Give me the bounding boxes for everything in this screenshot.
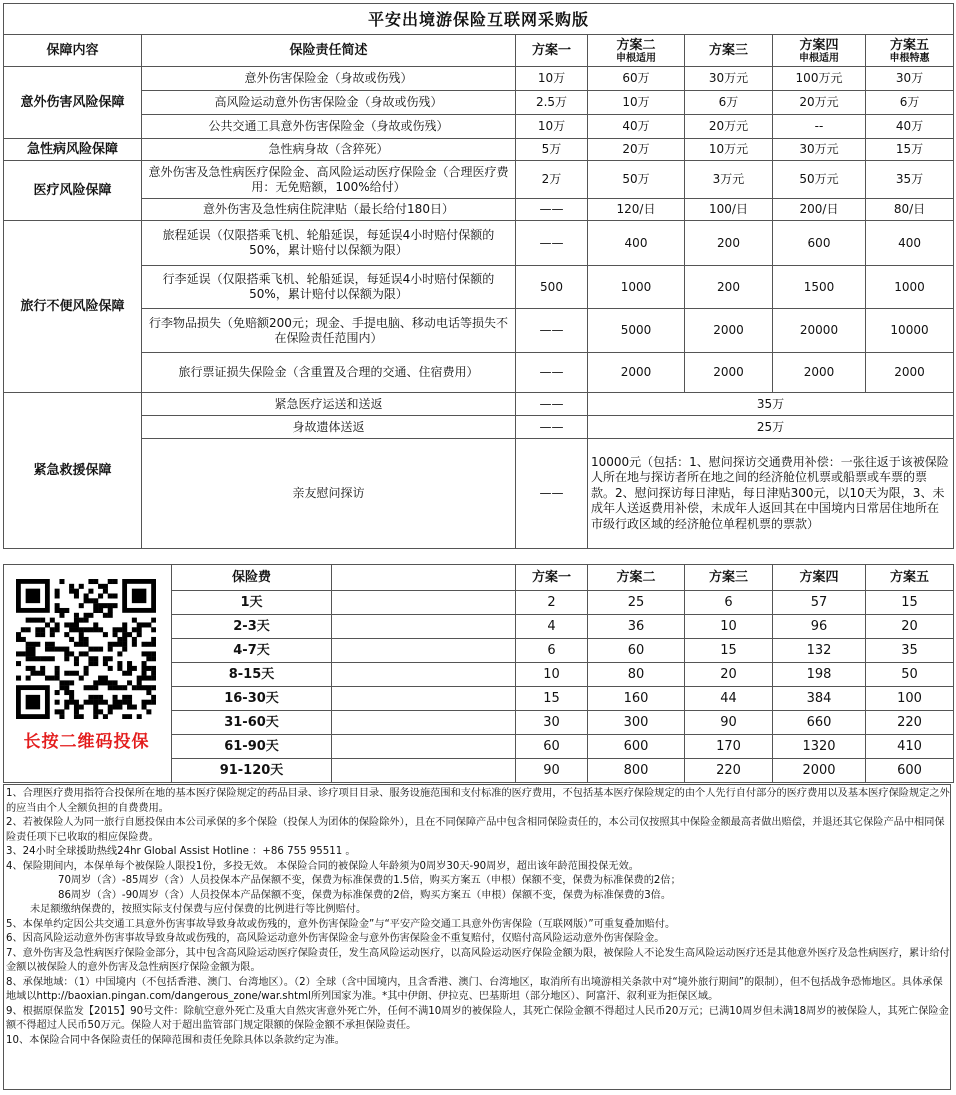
premium-value: 384	[773, 687, 866, 711]
cell-value: 1000	[866, 266, 954, 309]
premium-value: 660	[773, 711, 866, 735]
cell-value: 2万	[516, 161, 588, 199]
category-accident: 意外伤害风险保障	[4, 67, 142, 139]
cell-value: 30万	[866, 67, 954, 91]
cell-value: 60万	[588, 67, 685, 91]
table-row	[4, 266, 954, 309]
premium-value: 2	[516, 591, 588, 615]
table-row	[4, 416, 954, 439]
premium-plan-header: 方案三	[685, 565, 773, 591]
header-plan-1: 方案一	[516, 35, 588, 67]
premium-value: 800	[588, 759, 685, 783]
notes-section	[3, 784, 951, 1090]
cell-value: 6万	[866, 91, 954, 115]
cell-value: ——	[516, 199, 588, 221]
cell-value: 2000	[685, 309, 773, 353]
premium-value: 10	[685, 615, 773, 639]
note-item: 5、本保单约定因公共交通工具意外伤害事故导致身故或伤残的，意外伤害保险金”与“平安产险交通工具意外伤害保险（互联网版）”可重复叠加赔付。	[6, 918, 676, 930]
note-item: 未足额缴纳保费的，按照实际支付保费与应付保费的比例进行等比例赔付。	[30, 904, 367, 915]
premium-value: 44	[685, 687, 773, 711]
row-desc: 意外伤害及急性病医疗保险金、高风险运动医疗保险金（合理医疗费用：无免赔额，100%给付）	[142, 161, 516, 199]
cell-value: --	[773, 115, 866, 139]
premium-period: 2-3天	[172, 615, 332, 639]
table-row	[4, 139, 954, 161]
cell-value: 500	[516, 266, 588, 309]
row-desc: 急性病身故（含猝死）	[142, 139, 516, 161]
cell-value: 6万	[685, 91, 773, 115]
premium-value: 220	[866, 711, 954, 735]
premium-value: 100	[866, 687, 954, 711]
premium-period: 61-90天	[172, 735, 332, 759]
cell-value: 10万	[516, 67, 588, 91]
cell-value: ——	[516, 416, 588, 439]
cell-value: 10万	[588, 91, 685, 115]
premium-period: 31-60天	[172, 711, 332, 735]
row-desc: 紧急医疗运送和送返	[142, 393, 516, 416]
cell-value: 2.5万	[516, 91, 588, 115]
premium-header: 保险费	[172, 565, 332, 591]
premium-value: 2000	[773, 759, 866, 783]
table-row	[4, 161, 954, 199]
premium-value: 15	[685, 639, 773, 663]
header-coverage: 保障内容	[4, 35, 142, 67]
cell-value: 10万元	[685, 139, 773, 161]
cell-value: 400	[866, 221, 954, 266]
premium-value: 57	[773, 591, 866, 615]
table-row	[4, 91, 954, 115]
cell-value: 20万元	[685, 115, 773, 139]
row-desc: 公共交通工具意外伤害保险金（身故或伤残）	[142, 115, 516, 139]
note-item: 70周岁（含）-85周岁（含）人员投保本产品保额不变，保费为标准保费的1.5倍，购买方案五（申根）保额不变，保费为标准保费的2倍；	[58, 875, 681, 886]
cell-value: 200	[685, 221, 773, 266]
cell-value: 20万	[588, 139, 685, 161]
category-illness: 急性病风险保障	[4, 139, 142, 161]
cell-value: 5万	[516, 139, 588, 161]
premium-value: 96	[773, 615, 866, 639]
category-travel: 旅行不便风险保障	[4, 221, 142, 393]
table-row	[4, 221, 954, 266]
premium-plan-header: 方案二	[588, 565, 685, 591]
cell-value: ——	[516, 393, 588, 416]
premium-value: 60	[588, 639, 685, 663]
premium-period: 4-7天	[172, 639, 332, 663]
row-desc: 旅行票证损失保险金（含重置及合理的交通、住宿费用）	[142, 353, 516, 393]
cell-value: 100万元	[773, 67, 866, 91]
coverage-table	[3, 3, 954, 549]
header-plan-5: 方案五 申根特惠	[866, 35, 954, 67]
cell-value: 40万	[866, 115, 954, 139]
cell-value: 1000	[588, 266, 685, 309]
premium-value: 10	[516, 663, 588, 687]
cell-value: 10万	[516, 115, 588, 139]
cell-value: 400	[588, 221, 685, 266]
premium-value: 1320	[773, 735, 866, 759]
row-desc: 亲友慰问探访	[142, 439, 516, 549]
cell-value: 35万	[588, 393, 954, 416]
header-plan-2: 方案二 申根适用	[588, 35, 685, 67]
cell-value: 15万	[866, 139, 954, 161]
cell-value: 1500	[773, 266, 866, 309]
premium-value: 410	[866, 735, 954, 759]
premium-period: 8-15天	[172, 663, 332, 687]
note-item: 10、本保险合同中各保险责任的保障范围和责任免除具体以条款约定为准。	[6, 1034, 345, 1046]
table-row	[4, 115, 954, 139]
table-row	[4, 199, 954, 221]
premium-value: 160	[588, 687, 685, 711]
cell-value: 20000	[773, 309, 866, 353]
cell-value: 600	[773, 221, 866, 266]
cell-value: 35万	[866, 161, 954, 199]
cell-value: 120/日	[588, 199, 685, 221]
note-item: 1、合理医疗费用指符合投保所在地的基本医疗保险规定的药品目录、诊疗项目目录、服务设施范围和支付标准的医疗费用，不包括基本医疗保险规定的由个人先行自付部分的医疗费用以及基本医疗保险规定之外的应当由个人全额负担的自费费用。	[6, 788, 950, 814]
premium-value: 20	[685, 663, 773, 687]
cell-value: 100/日	[685, 199, 773, 221]
note-item: 7、意外伤害及急性病医疗保险金部分，其中包含高风险运动医疗保险责任，发生高风险运动医疗，以高风险运动医疗保险金额为限，被保险人不论发生高风险运动医疗还是其他意外医疗及急性病医疗，累计给付金额以被保险人的意外伤害及急性病医疗保险金额为限。	[6, 947, 950, 973]
premium-value: 6	[685, 591, 773, 615]
premium-value: 50	[866, 663, 954, 687]
premium-value: 4	[516, 615, 588, 639]
cell-value: 2000	[685, 353, 773, 393]
note-item: 2、若被保险人为同一旅行自愿投保由本公司承保的多个保险（投保人为团体的保险除外），且在不同保障产品中包含相同保险责任的，本公司仅按照其中保险金额最高者做出赔偿，并退还其它保险产品中相同保险责任项下已收取的相应保险费。	[6, 817, 945, 843]
premium-value: 25	[588, 591, 685, 615]
qr-panel[interactable]	[4, 565, 172, 783]
cell-value: 2000	[866, 353, 954, 393]
premium-table	[3, 564, 954, 783]
premium-plan-header: 方案五	[866, 565, 954, 591]
cell-value: 200	[685, 266, 773, 309]
table-row	[4, 393, 954, 416]
cell-value: 200/日	[773, 199, 866, 221]
table-row	[4, 309, 954, 353]
premium-value: 15	[866, 591, 954, 615]
category-medical: 医疗风险保障	[4, 161, 142, 221]
cell-value: 10000	[866, 309, 954, 353]
header-plan-4: 方案四 申根适用	[773, 35, 866, 67]
qr-caption: 长按二维码投保	[23, 732, 150, 752]
cell-value: 20万元	[773, 91, 866, 115]
cell-value: 40万	[588, 115, 685, 139]
premium-period: 91-120天	[172, 759, 332, 783]
cell-value: ——	[516, 353, 588, 393]
cell-value: 30万元	[685, 67, 773, 91]
page-title: 平安出境游保险互联网采购版	[4, 4, 954, 35]
premium-value: 60	[516, 735, 588, 759]
header-plan-3: 方案三	[685, 35, 773, 67]
header-description: 保险责任简述	[142, 35, 516, 67]
cell-value: 30万元	[773, 139, 866, 161]
row-desc: 高风险运动意外伤害保险金（身故或伤残）	[142, 91, 516, 115]
premium-value: 600	[866, 759, 954, 783]
note-item: 86周岁（含）-90周岁（含）人员投保本产品保额不变，保费为标准保费的2倍，购买方案五（申根）保额不变，保费为标准保费的3倍。	[58, 889, 672, 901]
cell-value: 25万	[588, 416, 954, 439]
cell-value: 5000	[588, 309, 685, 353]
cell-value: 80/日	[866, 199, 954, 221]
premium-value: 35	[866, 639, 954, 663]
row-desc: 行李物品损失（免赔额200元；现金、手提电脑、移动电话等损失不在保险责任范围内）	[142, 309, 516, 353]
premium-value: 30	[516, 711, 588, 735]
table-row	[4, 353, 954, 393]
premium-value: 15	[516, 687, 588, 711]
note-item: 4、保险期间内，本保单每个被保险人限投1份，多投无效。 本保险合同的被保险人年龄须为0周岁30天-90周岁，超出该年龄范围投保无效。	[6, 860, 639, 872]
premium-value: 90	[685, 711, 773, 735]
premium-period: 1天	[172, 591, 332, 615]
cell-value: ——	[516, 221, 588, 266]
premium-value: 20	[866, 615, 954, 639]
row-desc: 意外伤害及急性病住院津贴（最长给付180日）	[142, 199, 516, 221]
cell-value: 3万元	[685, 161, 773, 199]
row-desc: 身故遗体送返	[142, 416, 516, 439]
cell-value: 2000	[773, 353, 866, 393]
cell-value: 50万	[588, 161, 685, 199]
cell-value: 2000	[588, 353, 685, 393]
premium-value: 198	[773, 663, 866, 687]
row-desc: 行李延误（仅限搭乘飞机、轮船延误，每延误4小时赔付保额的50%，累计赔付以保额为限）	[142, 266, 516, 309]
table-row	[4, 67, 954, 91]
qr-code-icon[interactable]	[16, 579, 156, 719]
cell-value: ——	[516, 439, 588, 549]
visit-benefit-detail: 10000元（包括：1、慰问探访交通费用补偿：一张往返于该被保险人所在地与探访者所在地之间的经济舱位机票或船票或车票的票款。2、慰问探访每日津贴，每日津贴300元，以10天为限，3、未成年人送返费用补偿，未成年人返回其在中国境内日常居住地所在市级行政区域的经济舱位单程机票的票款）	[588, 439, 954, 549]
premium-period: 16-30天	[172, 687, 332, 711]
premium-value: 220	[685, 759, 773, 783]
premium-value: 6	[516, 639, 588, 663]
note-item: 6、因高风险运动意外伤害事故导致身故或伤残的，高风险运动意外伤害保险金与意外伤害保险金不重复赔付，仅赔付高风险运动意外伤害保险金。	[6, 933, 665, 944]
premium-value: 300	[588, 711, 685, 735]
note-item: 8、承保地域：（1）中国境内（不包括香港、澳门、台湾地区）。（2）全球（含中国境内，且含香港、澳门、台湾地区，取消所有出境游相关条款中对“境外旅行期间”的限制），但不包括战争恐怖地区。具体承保地域以http://baoxian.pingan.com/dangerous_zone/war.shtml所列国家为准。*其中伊朗、伊拉克、巴基斯坦（部分地区）、阿富汗、叙利亚为拒保区域。	[6, 976, 943, 1002]
cell-value: ——	[516, 309, 588, 353]
note-item: 9、根据原保监发【2015】90号文件：除航空意外死亡及重大自然灾害意外死亡外，任何不满10周岁的被保险人，其死亡保险金额不得超过人民币20万元；已满10周岁但未满18周岁的被保险人，其死亡保险金额不得超过人民币50万元。保险人对于超出监管部门规定限额的保险金额不承担保险责任。	[6, 1005, 949, 1031]
premium-value: 600	[588, 735, 685, 759]
premium-value: 90	[516, 759, 588, 783]
note-item: 3、24小时全球援助热线24hr Global Assist Hotline ：+86 755 95511 。	[6, 846, 356, 857]
premium-value: 80	[588, 663, 685, 687]
premium-value: 132	[773, 639, 866, 663]
premium-plan-header: 方案四	[773, 565, 866, 591]
table-row	[4, 439, 954, 549]
premium-value: 36	[588, 615, 685, 639]
premium-value: 170	[685, 735, 773, 759]
category-rescue: 紧急救援保障	[4, 393, 142, 549]
row-desc: 旅程延误（仅限搭乘飞机、轮船延误，每延误4小时赔付保额的50%，累计赔付以保额为限）	[142, 221, 516, 266]
row-desc: 意外伤害保险金（身故或伤残）	[142, 67, 516, 91]
cell-value: 50万元	[773, 161, 866, 199]
premium-plan-header: 方案一	[516, 565, 588, 591]
